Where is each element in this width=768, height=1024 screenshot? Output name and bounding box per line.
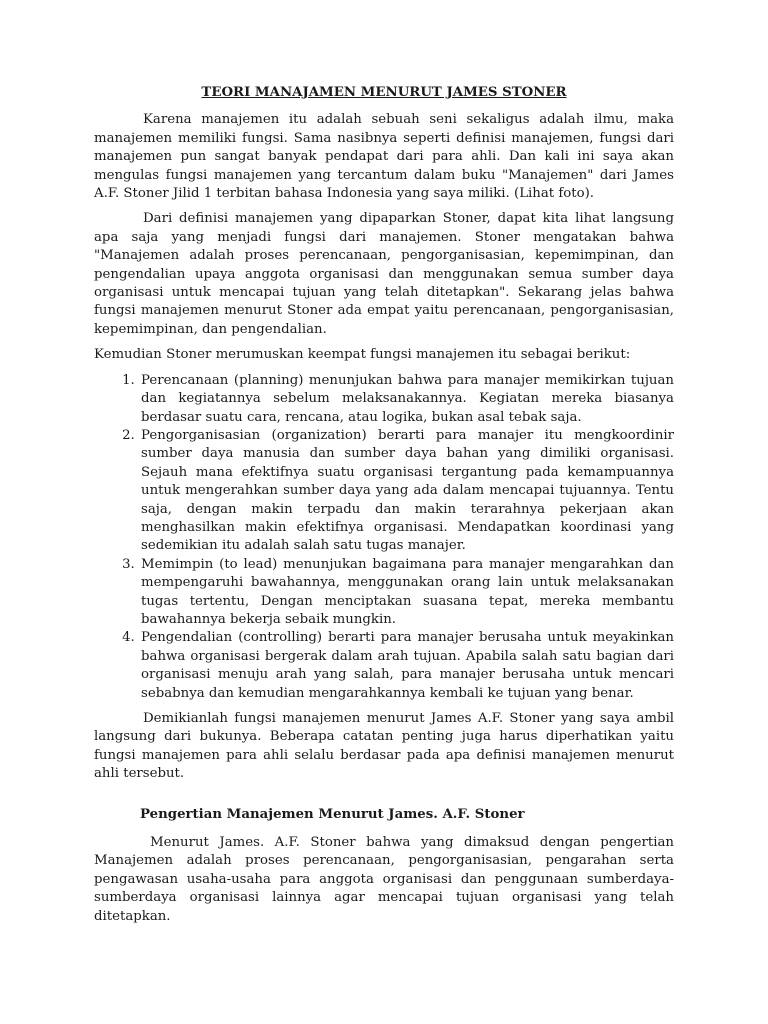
intro-paragraph: Karena manajemen itu adalah sebuah seni sekaligus adalah ilmu, maka manajemen memiliki fungsi. Sama nasibnya seperti definisi manajemen, fungsi dari manajemen pun sangat banyak pendapat dari para ahli. Dan kali ini saya akan mengulas fungsi manajemen yang tercantum dalam buku "Manajemen" dari James A.F. Stoner Jilid 1 terbitan bahasa Indonesia yang saya miliki. (Lihat foto). (94, 112, 674, 202)
definition-paragraph: Dari definisi manajemen yang dipaparkan Stoner, dapat kita lihat langsung apa saja yang menjadi fungsi dari manajemen. Stoner mengatakan bahwa "Manajemen adalah proses perencanaan, pengorganisasian, kepemimpinan, dan pengendalian upaya anggota organisasi dan menggunakan semua sumber daya organisasi untuk mencapai tujuan yang telah ditetapkan". Sekarang jelas bahwa fungsi manajemen menurut Stoner ada empat yaitu perencanaan, pengorganisasian, kepemimpinan, dan pengendalian. (94, 211, 674, 337)
document-page (94, 84, 674, 933)
closing-paragraph: Demikianlah fungsi manajemen menurut James A.F. Stoner yang saya ambil langsung dari bukunya. Beberapa catatan penting juga harus diperhatikan yaitu fungsi manajemen para ahli selalu berdasar pada apa definisi manajemen menurut ahli tersebut. (94, 711, 674, 782)
list-item-controlling: 4. Pengendalian (controlling) berarti para manajer berusaha untuk meyakinkan bahwa organisasi bergerak dalam arah tujuan. Apabila salah satu bagian dari organisasi menuju arah yang salah, para manajer berusaha untuk mencari sebabnya dan kemudian mengarahkannya kembali ke tujuan yang benar. (139, 629, 674, 703)
list-item-leading: 3. Memimpin (to lead) menunjukan bagaimana para manajer mengarahkan dan mempengaruhi bawahannya, menggunakan orang lain untuk melaksanakan tugas tertentu, Dengan menciptakan suasana tepat, mereka membantu bawahannya bekerja sebaik mungkin. (139, 556, 674, 630)
functions-list (94, 372, 674, 703)
list-item-planning: 1. Perencanaan (planning) menunjukan bahwa para manajer memikirkan tujuan dan kegiatannya sebelum melaksanakannya. Kegiatan mereka biasanya berdasar suatu cara, rencana, atau logika, bukan asal tebak saja. (139, 372, 674, 427)
page-title: TEORI MANAJAMEN MENURUT JAMES STONER (201, 85, 567, 100)
list-item-organization: 2. Pengorganisasian (organization) berarti para manajer itu mengkoordinir sumber daya manusia dan sumber daya bahan yang dimiliki organisasi. Sejauh mana efektifnya suatu organisasi tergantung pada kemampuannya untuk mengerahkan sumber daya yang ada dalam mencapai tujuannya. Tentu saja, dengan makin terpadu dan makin terarahnya pekerjaan akan menghasilkan makin efektifnya organisasi. Mendapatkan koordinasi yang sedemikian itu adalah salah satu tugas manajer. (139, 427, 674, 556)
section-heading: Pengertian Manajemen Menurut James. A.F. Stoner (140, 806, 525, 822)
list-intro-paragraph: Kemudian Stoner merumuskan keempat fungsi manajemen itu sebagai berikut: (94, 347, 631, 363)
final-paragraph: Menurut James. A.F. Stoner bahwa yang dimaksud dengan pengertian Manajemen adalah proses perencanaan, pengorganisasian, pengarahan serta pengawasan usaha-usaha para anggota organisasi dan penggunaan sumberdaya-sumberdaya organisasi lainnya agar mencapai tujuan organisasi yang telah ditetapkan. (94, 835, 674, 924)
